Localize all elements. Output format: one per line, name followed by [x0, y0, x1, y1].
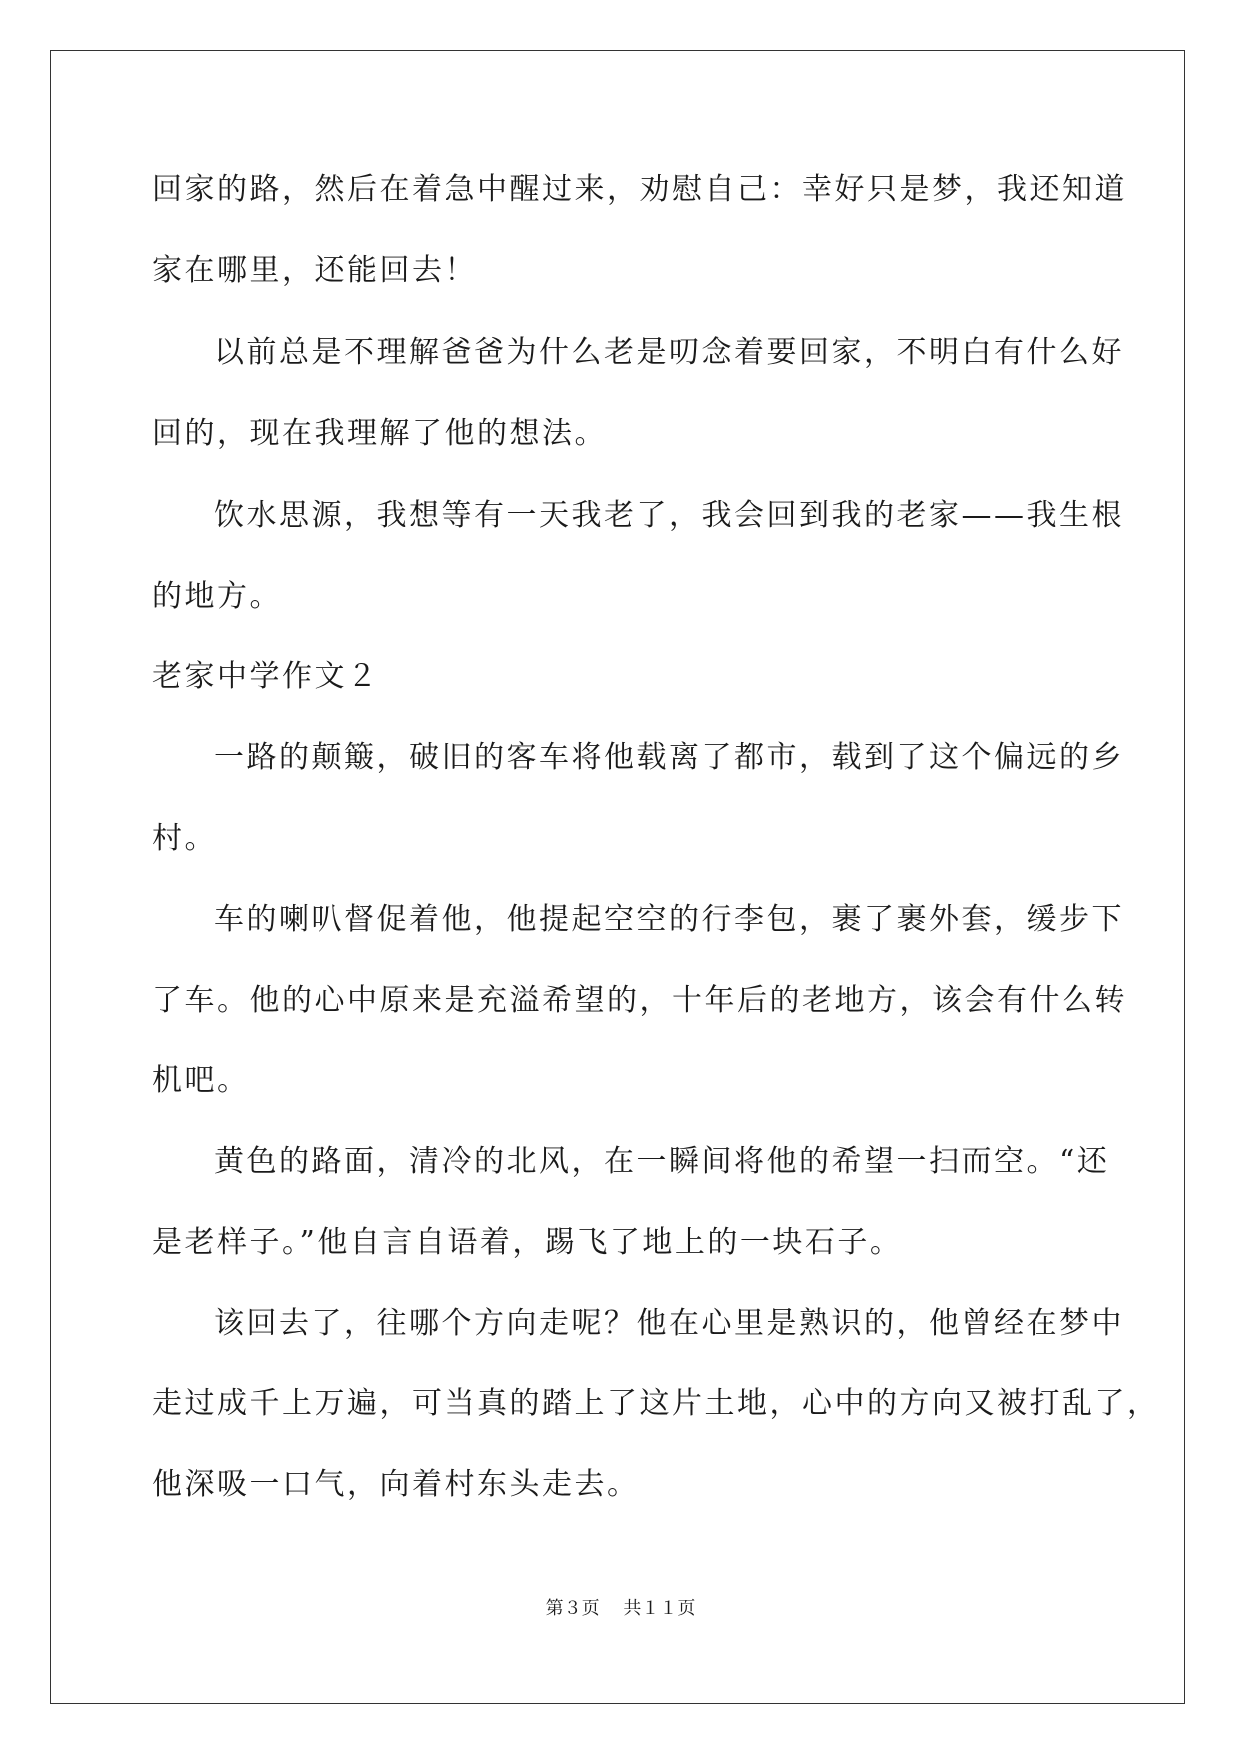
text-line: 的地方。 — [152, 579, 282, 614]
text-line: 回的，现在我理解了他的想法。 — [152, 416, 607, 451]
page-number-footer: 第３页 共１１页 — [545, 1598, 696, 1619]
text-line: 一路的颠簸，破旧的客车将他载离了都市，载到了这个偏远的乡 — [214, 740, 1124, 775]
section-heading: 老家中学作文２ — [152, 659, 380, 694]
text-line: 家在哪里，还能回去！ — [152, 253, 477, 288]
text-line: 车的喇叭督促着他，他提起空空的行李包，裹了裹外套，缓步下 — [214, 902, 1124, 937]
text-line: 了车。他的心中原来是充溢希望的，十年后的老地方，该会有什么转 — [152, 983, 1127, 1018]
text-line: 村。 — [152, 821, 217, 856]
text-line: 是老样子。”他自言自语着，踢飞了地上的一块石子。 — [152, 1225, 903, 1260]
text-line: 以前总是不理解爸爸为什么老是叨念着要回家，不明白有什么好 — [214, 335, 1124, 370]
text-line: 该回去了，往哪个方向走呢？他在心里是熟识的，他曾经在梦中 — [214, 1306, 1124, 1341]
text-line: 黄色的路面，清冷的北风，在一瞬间将他的希望一扫而空。“还 — [214, 1144, 1110, 1179]
text-line: 他深吸一口气，向着村东头走去。 — [152, 1467, 640, 1502]
text-line: 回家的路，然后在着急中醒过来，劝慰自己：幸好只是梦，我还知道 — [152, 172, 1127, 207]
text-line: 走过成千上万遍，可当真的踏上了这片土地，心中的方向又被打乱了， — [152, 1386, 1160, 1421]
text-line: 饮水思源，我想等有一天我老了，我会回到我的老家——我生根 — [214, 498, 1124, 533]
page-border — [50, 50, 1185, 1704]
text-line: 机吧。 — [152, 1063, 250, 1098]
